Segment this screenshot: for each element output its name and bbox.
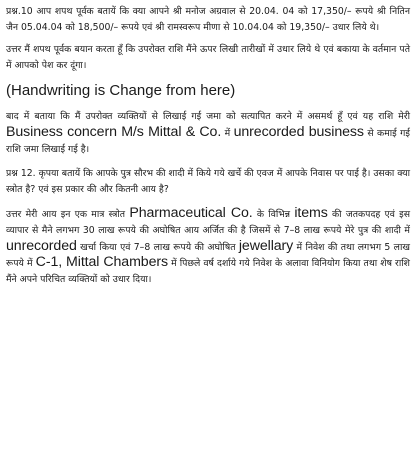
property-name: C-1, Mittal Chambers bbox=[35, 254, 168, 271]
answer-12-text: खर्चा किया एवं 7–8 लाख रूपये की अघोषित bbox=[76, 241, 239, 253]
answer-12-text: में निवेश की तथा लगभग 5 लाख रूपये में bbox=[6, 241, 410, 270]
answer-12-text: में पिछले वर्ष दर्शाये गये निवेश के अलावा विनियोग किया तथा शेष राशि मैंने अपने परिचित व्यक्तियों को उधार दिया। bbox=[6, 258, 411, 285]
answer-10 bbox=[6, 42, 410, 73]
handwriting-note: (Handwriting is Change from here) bbox=[6, 82, 236, 100]
unrecorded-term: unrecorded bbox=[6, 237, 77, 254]
question-10 bbox=[6, 4, 410, 35]
later-statement-text: बाद में बताया कि मैं उपरोक्त व्यक्तियों से लिखाई गई जमा को सत्यापित करने में असमर्थ हूँ एवं यह राशि मेरी bbox=[6, 111, 410, 123]
jewellary-term: jewellary bbox=[238, 237, 294, 254]
later-statement bbox=[6, 109, 410, 157]
answer-12-text: की जतकपदह एवं इस व्यापार से मैने लगभग 30 लाख रूपये की अघोषित आय अर्जित की है जिसमें से 7–8 लाख रूपये मेरे पुत्र की शादी में bbox=[6, 209, 410, 236]
question-10-text: प्रश्न.10 आप शपथ पूर्वक बतायें कि क्या आपने श्री मनोज अग्रवाल से 20.04. 04 को 17,350/– रूपये श्री नितिन जैन 05.04.04 को 18,500/– रूपये एवं श्री रामस्वरूप मीणा से 10.04.04 को 19,350/– उधार लिये थे। bbox=[6, 6, 410, 33]
answer-10-text: उत्तर मैं शपथ पूर्वक बयान करता हूँ कि उपरोक्त राशि मैंने ऊपर लिखी तारीखों में उधार लिये थे एवं बकाया के वर्तमान पते में आपको पेश कर दूंगा। bbox=[6, 44, 410, 71]
answer-12-text: उत्तर मेरी आय इन एक मात्र स्त्रोत bbox=[6, 209, 130, 221]
answer-12-text: के विभिन्न bbox=[252, 209, 295, 221]
unrecorded-business-term: unrecorded business bbox=[233, 123, 364, 140]
answer-12 bbox=[6, 206, 410, 287]
question-12 bbox=[6, 166, 410, 197]
company-name: Pharmaceutical Co. bbox=[129, 205, 253, 222]
later-statement-text: में bbox=[221, 127, 234, 139]
question-12-text: प्रश्न 12. कृपया बतायें कि आपके पुत्र सौरभ की शादी में किये गये खर्चे की एवज में आपके निवास पर पाई है। उसका क्या स्त्रोत है? एवं इस प्रकार की और कितनी आय है? bbox=[6, 168, 410, 195]
items-term: items bbox=[294, 205, 328, 222]
business-concern-name: Business concern M/s Mittal & Co. bbox=[6, 123, 222, 140]
later-statement-text: से कमाई गई राशि जमा लिखाई गई है। bbox=[6, 127, 410, 155]
